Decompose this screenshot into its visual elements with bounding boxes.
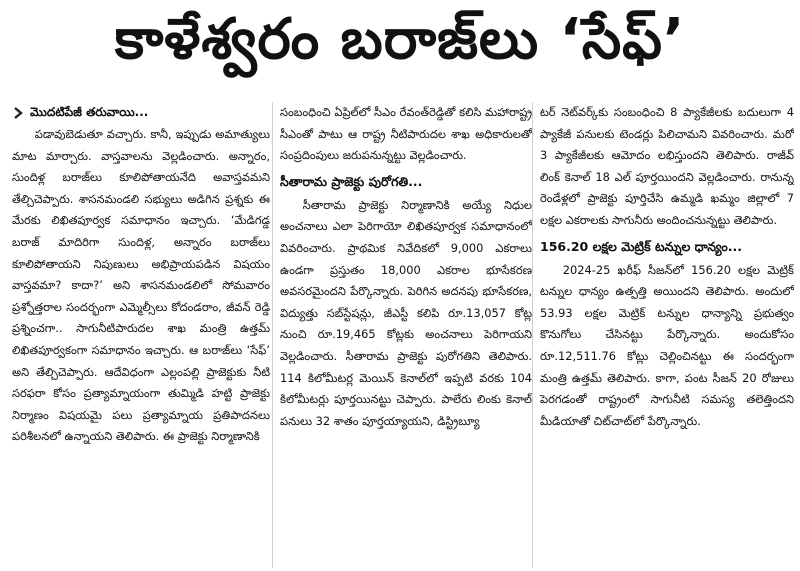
article-column-3 bbox=[532, 102, 794, 568]
subheading-grain-production: 156.20 లక్షల మెట్రిక్ టన్నుల ధాన్యం... bbox=[540, 238, 742, 254]
headline: కాళేశ్వరం బరాజ్‌లు ‘సేఫ్’ bbox=[114, 6, 686, 72]
body-paragraph: పడావుబెడుతూ వచ్చారు. కానీ, ఇప్పుడు అమాత్యులు మాట మార్చారు. వాస్తవాలను వెల్లడించారు. అన్నారం, సుందిళ్ల బరాజ్‌లు కూలిపోతాయనేది అవాస్తవమని తేల్చిచెప్పారు. శాసనమండలి సభ్యులు అడిగిన ప్రశ్నకు ఈ మేరకు లిఖితపూర్వక సమాధానం ఇచ్చారు. ‘మేడిగడ్డ బరాజ్ మాదిరిగా సుందిళ్ల, అన్నారం బరాజ్‌లు కూలిపోతాయని నిపుణులు అభిప్రాయపడిన విషయం వాస్తవమా? కాదా?’ అని శాసనమండలిలో సోమవారం ప్రశ్నోత్తరాల సందర్భంగా ఎమ్మెల్సీలు కోదండరాం, జీవన్ రెడ్డి ప్రశ్నించగా.. సాగునీటిపారుదల శాఖ మంత్రి ఉత్తమ్ లిఖితపూర్వకంగా సమాధానం ఇచ్చారు. ఆ బరాజ్‌లు ‘సేఫ్’ అని తేల్చిచెప్పారు. ఆదేవిధంగా ఎల్లంపల్లి ప్రాజెక్టుకు నీటి సరఫరా కోసం ప్రత్యామ్నాయంగా తుమ్మిడి హట్టి ప్రాజెక్టు నిర్మాణం విషయమై పలు ప్రత్యామ్నాయ ప్రతిపాదనలు పరిశీలనలో ఉన్నాయని తెలిపారు. ఈ ప్రాజెక్టు నిర్మాణానికి bbox=[12, 127, 270, 444]
body-paragraph: సీతారామ ప్రాజెక్టు నిర్మాణానికి అయ్యే నిధుల అంచనాలు ఎలా పెరిగాయో లిఖితపూర్వక సమాధానంలో వివరించారు. ప్రాథమిక నివేదికలో 9,000 ఎకరాలు ఉండగా ప్రస్తుతం 18,000 ఎకరాల భూసేకరణ అవసరమైందని పేర్కొన్నారు. పెరిగిన అదనపు భూసేకరణ, విద్యుత్తు సబ్‌స్టేషన్లు, జీఎస్టీ కలిపి రూ.13,057 కోట్ల నుంచి రూ.19,465 కోట్లకు అంచనాలు పెరిగాయని వెల్లడించారు. సీతారామ ప్రాజెక్టు పురోగతిని తెలిపారు. 114 కిలోమీటర్ల మెయిన్ కెనాల్‌లో ఇప్పటి వరకు 104 కిలోమీటర్లు పూర్తయినట్టు చెప్పారు. పాలేరు లింకు కెనాల్ పనులు 32 శాతం పూర్తయ్యాయని, డిస్ట్రిబ్యూ bbox=[280, 197, 532, 428]
subheading-sitarama-progress: సీతారామ ప్రాజెక్టు పురోగతి... bbox=[280, 173, 423, 189]
article-column-2 bbox=[272, 102, 532, 568]
continued-from-front-page bbox=[12, 102, 270, 124]
chevron-right-icon bbox=[12, 106, 24, 120]
continued-label: మొదటిపేజీ తరువాయి... bbox=[30, 105, 149, 120]
body-paragraph: 2024-25 ఖరీఫ్ సీజన్‌లో 156.20 లక్షల మెట్రిక్ టన్నుల ధాన్యం ఉత్పత్తి అయిందని తెలిపారు. అందులో 53.93 లక్షల మెట్రిక్ టన్నుల ధాన్యాన్ని ప్రభుత్వం కొనుగోలు చేసినట్టు పేర్కొన్నారు. అందుకోసం రూ.12,511.76 కోట్లు చెల్లించినట్టు ఈ సందర్భంగా మంత్రి ఉత్తమ్ తెలిపారు. కాగా, పంట సీజన్ 20 రోజులు పెరగడంతో రాష్ట్రంలో సాగునీటి సమస్య తలెత్తిందని మీడియాతో చిట్‌చాట్‌లో పేర్కొన్నారు. bbox=[540, 262, 794, 428]
article-column-1 bbox=[12, 102, 270, 568]
body-paragraph: టర్ నెట్‌వర్క్‌కు సంబంధించి 8 ప్యాకేజీలకు బదులుగా 4 ప్యాకేజీ పనులకు టెండర్లు పిలిచామని వివరించారు. మరో 3 ప్యాకేజీలకు ఆమోదం లభిస్తుందని తెలిపారు. రాజీవ్ లింక్ కెనాల్ 18 ఎల్ పూర్తయిందని వెల్లడించారు. రానున్న రెండేళ్లలో ప్రాజెక్టు పూర్తిచేసి ఉమ్మడి ఖమ్మం జిల్లాలో 7 లక్షల ఎకరాలకు సాగునీరు అందించనున్నట్టు తెలిపారు. bbox=[540, 105, 794, 227]
body-paragraph: సంబంధించి ఏప్రిల్‌లో సీఎం రేవంత్‌రెడ్డితో కలిసి మహారాష్ట్ర సీఎంతో పాటు ఆ రాష్ట్ర నీటిపారుదల శాఖ అధికారులతో సంప్రదింపులు జరుపనున్నట్టు వెల్లడించారు. bbox=[280, 105, 532, 163]
